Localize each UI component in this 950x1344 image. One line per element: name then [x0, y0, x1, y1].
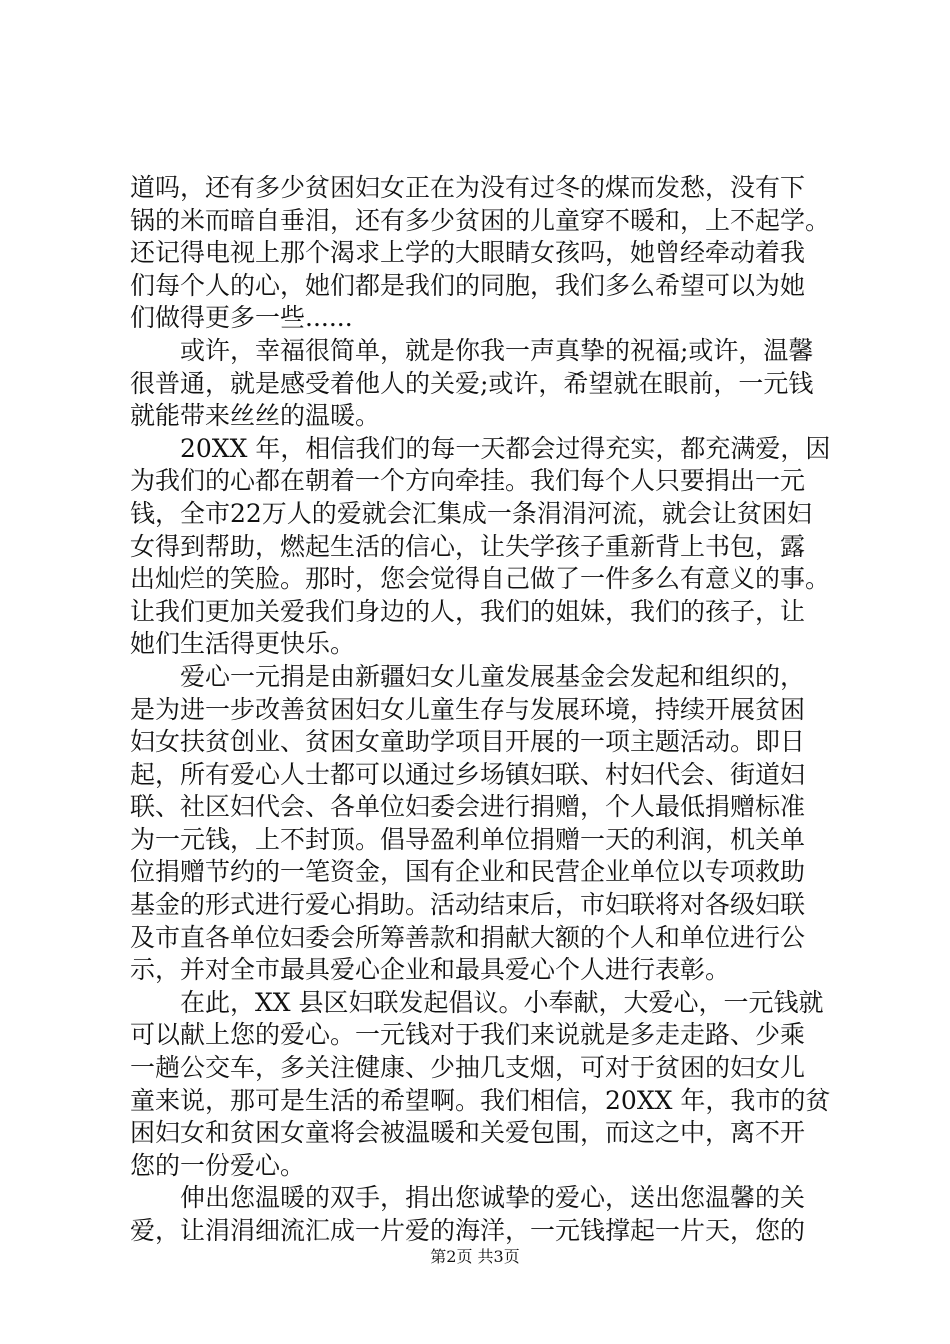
text-line: 还记得电视上那个渴求上学的大眼睛女孩吗，她曾经牵动着我	[130, 238, 806, 268]
text-line: 爱，让涓涓细流汇成一片爱的海洋，一元钱撑起一片天，您的	[130, 1216, 806, 1245]
text-line: 是为进一步改善贫困妇女儿童生存与发展环境，持续开展贫困	[130, 694, 806, 724]
text-line: 在此，XX 县区妇联发起倡议。小奉献，大爱心，一元钱就	[180, 987, 824, 1017]
text-line: 伸出您温暖的双手，捐出您诚挚的爱心，送出您温馨的关	[180, 1183, 806, 1213]
text-line: 困妇女和贫困女童将会被温暖和关爱包围，而这之中，离不开	[130, 1118, 806, 1148]
text-line: 童来说，那可是生活的希望啊。我们相信，20XX 年，我市的贫	[130, 1085, 830, 1115]
text-line: 一趟公交车，多关注健康、少抽几支烟，可对于贫困的妇女儿	[130, 1053, 806, 1083]
page-footer: 第2页 共3页	[430, 1247, 520, 1266]
text-line: 20XX 年，相信我们的每一天都会过得充实，都充满爱，因	[180, 433, 830, 463]
text-line: 锅的米而暗自垂泪，还有多少贫困的儿童穿不暖和，上不起学。	[130, 205, 830, 235]
text-line: 钱，全市22万人的爱就会汇集成一条涓涓河流，就会让贫困妇	[130, 498, 812, 528]
text-line: 爱心一元捐是由新疆妇女儿童发展基金会发起和组织的，	[180, 661, 806, 691]
paragraph-3	[130, 433, 830, 661]
paragraph-5	[130, 987, 830, 1183]
text-line: 让我们更加关爱我们身边的人，我们的姐妹，我们的孩子，让	[130, 596, 806, 626]
paragraph-1	[130, 172, 830, 335]
text-line: 们每个人的心，她们都是我们的同胞，我们多么希望可以为她	[130, 270, 806, 300]
text-line: 们做得更多一些......	[130, 303, 353, 333]
text-line: 示，并对全市最具爱心企业和最具爱心个人进行表彰。	[130, 955, 731, 985]
text-line: 起，所有爱心人士都可以通过乡场镇妇联、村妇代会、街道妇	[130, 759, 806, 789]
text-line: 就能带来丝丝的温暖。	[130, 401, 381, 431]
text-line: 很普通，就是感受着他人的关爱;或许，希望就在眼前，一元钱	[130, 368, 814, 398]
text-line: 位捐赠节约的一笔资金，国有企业和民营企业单位以专项救助	[130, 857, 806, 887]
paragraph-2	[130, 335, 830, 433]
text-line: 出灿烂的笑脸。那时，您会觉得自己做了一件多么有意义的事。	[130, 564, 830, 594]
text-line: 妇女扶贫创业、贫困女童助学项目开展的一项主题活动。即日	[130, 727, 806, 757]
text-line: 您的一份爱心。	[130, 1150, 306, 1180]
document-body	[130, 172, 830, 1248]
paragraph-6	[130, 1182, 830, 1247]
text-line: 道吗，还有多少贫困妇女正在为没有过冬的煤而发愁，没有下	[130, 173, 806, 202]
paragraph-4	[130, 661, 830, 987]
text-line: 可以献上您的爱心。一元钱对于我们来说就是多走走路、少乘	[130, 1020, 806, 1050]
text-line: 为一元钱，上不封顶。倡导盈利单位捐赠一天的利润，机关单	[130, 824, 806, 854]
text-line: 她们生活得更快乐。	[130, 629, 356, 659]
text-line: 女得到帮助，燃起生活的信心，让失学孩子重新背上书包，露	[130, 531, 806, 561]
text-line: 或许，幸福很简单，就是你我一声真挚的祝福;或许，温馨	[180, 335, 814, 365]
text-line: 基金的形式进行爱心捐助。活动结束后，市妇联将对各级妇联	[130, 890, 806, 920]
text-line: 联、社区妇代会、各单位妇委会进行捐赠，个人最低捐赠标准	[130, 792, 806, 822]
text-line: 及市直各单位妇委会所筹善款和捐献大额的个人和单位进行公	[130, 922, 806, 952]
text-line: 为我们的心都在朝着一个方向牵挂。我们每个人只要捐出一元	[130, 466, 806, 496]
